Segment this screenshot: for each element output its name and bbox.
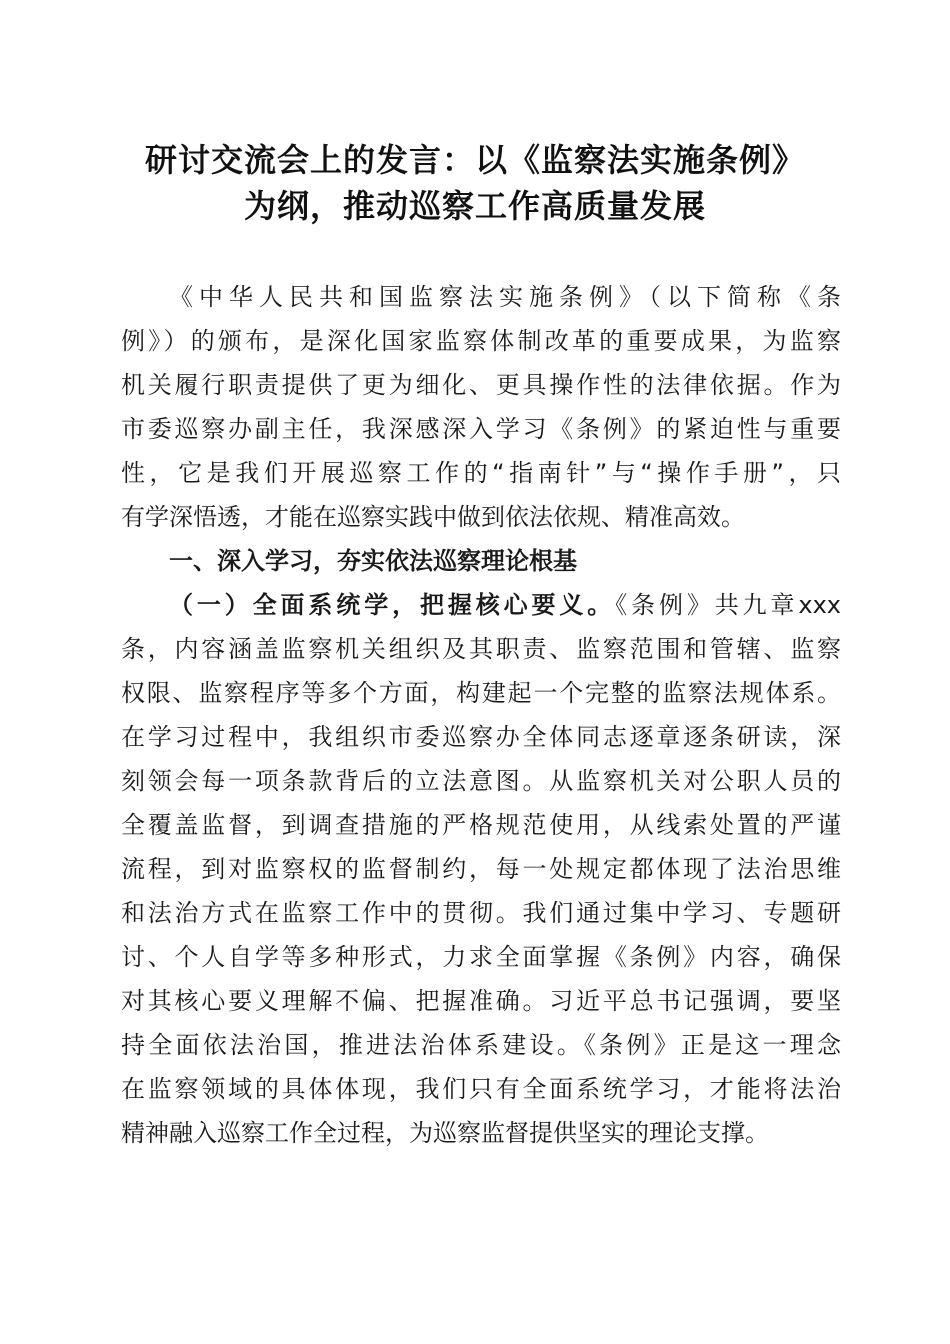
document-title-line-2: 为纲，推动巡察工作高质量发展 xyxy=(243,187,706,225)
subsection-first-line xyxy=(169,586,841,624)
paragraph-line: 持全面依法治国，推进法治体系建设。《条例》正是这一理念 xyxy=(121,1031,841,1059)
intro-line: 机关履行职责提供了更为细化、更具操作性的法律依据。作为 xyxy=(121,371,841,399)
intro-line: 性，它是我们开展巡察工作的“指南针”与“操作手册”，只 xyxy=(121,459,841,487)
document-title-line-1: 研讨交流会上的发言：以《监察法实施条例》 xyxy=(144,141,805,179)
paragraph-line: 在学习过程中，我组织市委巡察办全体同志逐章逐条研读，深 xyxy=(121,723,841,751)
paragraph-line: 讨、个人自学等多种形式，力求全面掌握《条例》内容，确保 xyxy=(121,943,841,971)
paragraph-line: 对其核心要义理解不偏、把握准确。习近平总书记强调，要坚 xyxy=(121,987,841,1015)
paragraph-line: 刻领会每一项条款背后的立法意图。从监察机关对公职人员的 xyxy=(121,767,841,795)
paragraph-line: 精神融入巡察工作全过程，为巡察监督提供坚实的理论支撑。 xyxy=(121,1119,769,1147)
paragraph-line: 流程，到对监察权的监督制约，每一处规定都体现了法治思维 xyxy=(121,855,841,883)
intro-line: 《中华人民共和国监察法实施条例》（以下简称《条 xyxy=(169,283,841,311)
intro-line: 市委巡察办副主任，我深感深入学习《条例》的紧迫性与重要 xyxy=(121,415,841,443)
subsection-heading: （一）全面系统学，把握核心要义。 xyxy=(169,591,616,619)
paragraph-line: 权限、监察程序等多个方面，构建起一个完整的监察法规体系。 xyxy=(121,679,841,707)
intro-line: 例》）的颁布，是深化国家监察体制改革的重要成果，为监察 xyxy=(121,327,841,355)
paragraph-line: 在监察领域的具体体现，我们只有全面系统学习，才能将法治 xyxy=(121,1075,841,1103)
section-heading: 一、深入学习，夯实依法巡察理论根基 xyxy=(169,547,577,575)
intro-line: 有学深悟透，才能在巡察实践中做到依法依规、精准高效。 xyxy=(121,503,745,531)
paragraph-line: 和法治方式在监察工作中的贯彻。我们通过集中学习、专题研 xyxy=(121,899,841,927)
subsection-first-line-text: 《条例》共九章xxx xyxy=(615,591,842,619)
paragraph-line: 条，内容涵盖监察机关组织及其职责、监察范围和管辖、监察 xyxy=(121,635,841,663)
paragraph-line: 全覆盖监督，到调查措施的严格规范使用，从线索处置的严谨 xyxy=(121,811,841,839)
